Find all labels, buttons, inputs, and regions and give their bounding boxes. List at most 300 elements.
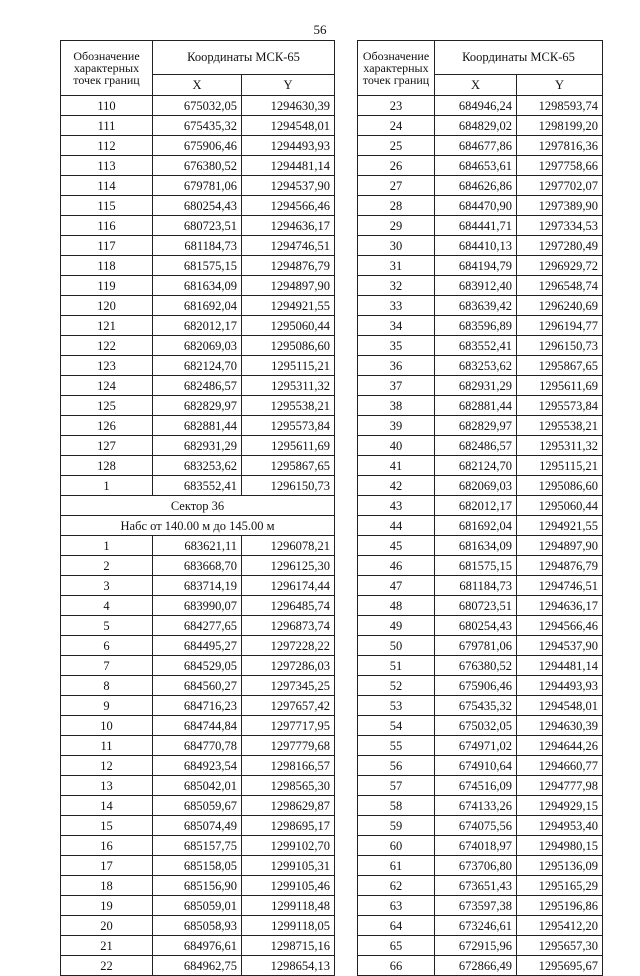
x-cell: 685158,05 bbox=[153, 856, 242, 876]
y-cell: 1294636,17 bbox=[242, 216, 335, 236]
y-cell: 1294537,90 bbox=[242, 176, 335, 196]
table-row bbox=[358, 196, 603, 216]
y-cell: 1298166,57 bbox=[242, 756, 335, 776]
y-column-header: Y bbox=[242, 74, 335, 95]
table-row bbox=[358, 556, 603, 576]
x-cell: 674910,64 bbox=[435, 756, 517, 776]
y-cell: 1294876,79 bbox=[517, 556, 603, 576]
point-cell: 57 bbox=[358, 776, 435, 796]
x-cell: 675906,46 bbox=[153, 136, 242, 156]
table-row bbox=[61, 776, 335, 796]
point-cell: 45 bbox=[358, 536, 435, 556]
x-cell: 680723,51 bbox=[153, 216, 242, 236]
y-cell: 1299118,05 bbox=[242, 916, 335, 936]
point-cell: 21 bbox=[61, 936, 153, 956]
table-row bbox=[358, 756, 603, 776]
table-row bbox=[358, 136, 603, 156]
x-cell: 682881,44 bbox=[435, 396, 517, 416]
y-cell: 1297657,42 bbox=[242, 696, 335, 716]
table-row bbox=[61, 896, 335, 916]
x-cell: 681184,73 bbox=[435, 576, 517, 596]
x-cell: 673706,80 bbox=[435, 856, 517, 876]
table-row bbox=[61, 556, 335, 576]
table-row bbox=[358, 96, 603, 116]
x-cell: 682931,29 bbox=[435, 376, 517, 396]
point-cell: 115 bbox=[61, 196, 153, 216]
x-cell: 672866,49 bbox=[435, 956, 517, 976]
x-cell: 681634,09 bbox=[153, 276, 242, 296]
x-cell: 682012,17 bbox=[153, 316, 242, 336]
table-row bbox=[61, 696, 335, 716]
point-cell: 111 bbox=[61, 116, 153, 136]
y-cell: 1294746,51 bbox=[517, 576, 603, 596]
y-cell: 1298593,74 bbox=[517, 96, 603, 116]
point-cell: 47 bbox=[358, 576, 435, 596]
point-cell: 9 bbox=[61, 696, 153, 716]
x-cell: 679781,06 bbox=[435, 636, 517, 656]
y-cell: 1295695,67 bbox=[517, 956, 603, 976]
y-cell: 1295611,69 bbox=[242, 436, 335, 456]
sector-subtitle: Набс от 140.00 м до 145.00 м bbox=[61, 516, 335, 536]
table-row bbox=[358, 636, 603, 656]
y-cell: 1297816,36 bbox=[517, 136, 603, 156]
point-cell: 112 bbox=[61, 136, 153, 156]
point-cell: 20 bbox=[61, 916, 153, 936]
x-cell: 684470,90 bbox=[435, 196, 517, 216]
point-cell: 117 bbox=[61, 236, 153, 256]
y-cell: 1294929,15 bbox=[517, 796, 603, 816]
x-cell: 682012,17 bbox=[435, 496, 517, 516]
table-row bbox=[358, 336, 603, 356]
y-cell: 1294953,40 bbox=[517, 816, 603, 836]
x-cell: 684560,27 bbox=[153, 676, 242, 696]
point-cell: 31 bbox=[358, 256, 435, 276]
point-cell: 12 bbox=[61, 756, 153, 776]
x-cell: 684770,78 bbox=[153, 736, 242, 756]
y-cell: 1295196,86 bbox=[517, 896, 603, 916]
x-cell: 684626,86 bbox=[435, 176, 517, 196]
x-cell: 682829,97 bbox=[435, 416, 517, 436]
y-cell: 1294548,01 bbox=[517, 696, 603, 716]
x-cell: 676380,52 bbox=[153, 156, 242, 176]
point-cell: 122 bbox=[61, 336, 153, 356]
y-cell: 1295611,69 bbox=[517, 376, 603, 396]
point-cell: 43 bbox=[358, 496, 435, 516]
x-cell: 683990,07 bbox=[153, 596, 242, 616]
coordinates-header: Координаты МСК-65 bbox=[153, 41, 335, 75]
x-cell: 682829,97 bbox=[153, 396, 242, 416]
table-row bbox=[61, 856, 335, 876]
point-cell: 28 bbox=[358, 196, 435, 216]
point-cell: 27 bbox=[358, 176, 435, 196]
point-cell: 39 bbox=[358, 416, 435, 436]
x-cell: 684829,02 bbox=[435, 116, 517, 136]
point-cell: 44 bbox=[358, 516, 435, 536]
y-cell: 1297286,03 bbox=[242, 656, 335, 676]
table-row bbox=[61, 176, 335, 196]
x-cell: 683714,19 bbox=[153, 576, 242, 596]
x-cell: 685157,75 bbox=[153, 836, 242, 856]
y-cell: 1294660,77 bbox=[517, 756, 603, 776]
x-column-header: X bbox=[435, 74, 517, 95]
table-row bbox=[61, 116, 335, 136]
y-cell: 1298695,17 bbox=[242, 816, 335, 836]
point-cell: 1 bbox=[61, 536, 153, 556]
y-cell: 1296929,72 bbox=[517, 256, 603, 276]
point-cell: 110 bbox=[61, 96, 153, 116]
y-cell: 1297702,07 bbox=[517, 176, 603, 196]
table-row bbox=[61, 136, 335, 156]
table-row bbox=[61, 96, 335, 116]
y-cell: 1295311,32 bbox=[517, 436, 603, 456]
x-cell: 682486,57 bbox=[153, 376, 242, 396]
x-cell: 684410,13 bbox=[435, 236, 517, 256]
y-cell: 1296548,74 bbox=[517, 276, 603, 296]
sector-title-row bbox=[61, 496, 335, 516]
y-cell: 1295115,21 bbox=[517, 456, 603, 476]
point-cell: 37 bbox=[358, 376, 435, 396]
point-cell: 114 bbox=[61, 176, 153, 196]
y-cell: 1294777,98 bbox=[517, 776, 603, 796]
table-row bbox=[358, 416, 603, 436]
point-cell: 13 bbox=[61, 776, 153, 796]
table-row bbox=[61, 816, 335, 836]
y-cell: 1295573,84 bbox=[242, 416, 335, 436]
x-cell: 684744,84 bbox=[153, 716, 242, 736]
table-row bbox=[61, 336, 335, 356]
y-cell: 1296873,74 bbox=[242, 616, 335, 636]
point-cell: 34 bbox=[358, 316, 435, 336]
y-cell: 1294548,01 bbox=[242, 116, 335, 136]
table-row bbox=[358, 316, 603, 336]
y-cell: 1294897,90 bbox=[242, 276, 335, 296]
point-cell: 58 bbox=[358, 796, 435, 816]
table-row bbox=[61, 356, 335, 376]
y-cell: 1294630,39 bbox=[517, 716, 603, 736]
point-cell: 1 bbox=[61, 476, 153, 496]
y-cell: 1295311,32 bbox=[242, 376, 335, 396]
y-cell: 1295086,60 bbox=[517, 476, 603, 496]
x-cell: 682881,44 bbox=[153, 416, 242, 436]
point-cell: 48 bbox=[358, 596, 435, 616]
x-cell: 685042,01 bbox=[153, 776, 242, 796]
x-cell: 683253,62 bbox=[153, 456, 242, 476]
point-cell: 32 bbox=[358, 276, 435, 296]
table-row bbox=[358, 676, 603, 696]
y-cell: 1297717,95 bbox=[242, 716, 335, 736]
y-cell: 1295086,60 bbox=[242, 336, 335, 356]
x-cell: 676380,52 bbox=[435, 656, 517, 676]
table-row bbox=[61, 956, 335, 976]
table-row bbox=[358, 736, 603, 756]
point-cell: 42 bbox=[358, 476, 435, 496]
y-cell: 1294493,93 bbox=[517, 676, 603, 696]
point-cell: 10 bbox=[61, 716, 153, 736]
table-row bbox=[358, 576, 603, 596]
table-row bbox=[61, 396, 335, 416]
point-cell: 23 bbox=[358, 96, 435, 116]
point-cell: 38 bbox=[358, 396, 435, 416]
table-row bbox=[61, 876, 335, 896]
point-cell: 120 bbox=[61, 296, 153, 316]
point-cell: 24 bbox=[358, 116, 435, 136]
y-cell: 1295412,20 bbox=[517, 916, 603, 936]
x-cell: 685059,01 bbox=[153, 896, 242, 916]
x-cell: 684677,86 bbox=[435, 136, 517, 156]
point-cell: 33 bbox=[358, 296, 435, 316]
table-row bbox=[358, 656, 603, 676]
table-row bbox=[61, 756, 335, 776]
table-row bbox=[358, 796, 603, 816]
point-cell: 59 bbox=[358, 816, 435, 836]
x-cell: 684495,27 bbox=[153, 636, 242, 656]
x-cell: 685059,67 bbox=[153, 796, 242, 816]
coordinates-table-left bbox=[60, 40, 335, 976]
x-cell: 684441,71 bbox=[435, 216, 517, 236]
table-row bbox=[61, 316, 335, 336]
x-cell: 683552,41 bbox=[153, 476, 242, 496]
point-cell: 11 bbox=[61, 736, 153, 756]
y-cell: 1296125,30 bbox=[242, 556, 335, 576]
table-row bbox=[61, 276, 335, 296]
y-cell: 1296150,73 bbox=[517, 336, 603, 356]
x-cell: 683668,70 bbox=[153, 556, 242, 576]
point-cell: 4 bbox=[61, 596, 153, 616]
x-cell: 673651,43 bbox=[435, 876, 517, 896]
table-row bbox=[61, 796, 335, 816]
table-row bbox=[358, 296, 603, 316]
x-cell: 684277,65 bbox=[153, 616, 242, 636]
x-cell: 674971,02 bbox=[435, 736, 517, 756]
y-cell: 1294493,93 bbox=[242, 136, 335, 156]
y-cell: 1295867,65 bbox=[517, 356, 603, 376]
point-cell: 62 bbox=[358, 876, 435, 896]
x-cell: 684653,61 bbox=[435, 156, 517, 176]
x-cell: 682069,03 bbox=[153, 336, 242, 356]
x-cell: 682931,29 bbox=[153, 436, 242, 456]
point-column-header: Обозначение характерных точек границ bbox=[61, 41, 153, 96]
table-row bbox=[61, 576, 335, 596]
point-cell: 61 bbox=[358, 856, 435, 876]
y-cell: 1295060,44 bbox=[242, 316, 335, 336]
table-row bbox=[61, 476, 335, 496]
table-row bbox=[358, 396, 603, 416]
y-cell: 1294537,90 bbox=[517, 636, 603, 656]
x-cell: 675032,05 bbox=[435, 716, 517, 736]
x-cell: 681184,73 bbox=[153, 236, 242, 256]
table-row bbox=[358, 276, 603, 296]
point-cell: 63 bbox=[358, 896, 435, 916]
x-cell: 680723,51 bbox=[435, 596, 517, 616]
table-row bbox=[358, 516, 603, 536]
table-row bbox=[61, 936, 335, 956]
x-cell: 684946,24 bbox=[435, 96, 517, 116]
point-cell: 121 bbox=[61, 316, 153, 336]
y-cell: 1294921,55 bbox=[242, 296, 335, 316]
x-cell: 684962,75 bbox=[153, 956, 242, 976]
y-cell: 1294481,14 bbox=[517, 656, 603, 676]
point-cell: 25 bbox=[358, 136, 435, 156]
x-cell: 683912,40 bbox=[435, 276, 517, 296]
x-cell: 681634,09 bbox=[435, 536, 517, 556]
y-cell: 1294980,15 bbox=[517, 836, 603, 856]
table-row bbox=[61, 436, 335, 456]
point-cell: 119 bbox=[61, 276, 153, 296]
point-column-header: Обозначение характерных точек границ bbox=[358, 41, 435, 96]
x-column-header: X bbox=[153, 74, 242, 95]
table-row bbox=[358, 256, 603, 276]
y-cell: 1298715,16 bbox=[242, 936, 335, 956]
y-cell: 1294921,55 bbox=[517, 516, 603, 536]
x-cell: 674075,56 bbox=[435, 816, 517, 836]
point-cell: 7 bbox=[61, 656, 153, 676]
x-cell: 680254,43 bbox=[435, 616, 517, 636]
point-cell: 54 bbox=[358, 716, 435, 736]
y-cell: 1299105,31 bbox=[242, 856, 335, 876]
y-cell: 1299118,48 bbox=[242, 896, 335, 916]
table-row bbox=[61, 636, 335, 656]
point-cell: 18 bbox=[61, 876, 153, 896]
y-cell: 1294636,17 bbox=[517, 596, 603, 616]
y-cell: 1295867,65 bbox=[242, 456, 335, 476]
x-cell: 682486,57 bbox=[435, 436, 517, 456]
table-row bbox=[61, 196, 335, 216]
table-row bbox=[358, 536, 603, 556]
point-cell: 16 bbox=[61, 836, 153, 856]
point-cell: 36 bbox=[358, 356, 435, 376]
y-cell: 1298629,87 bbox=[242, 796, 335, 816]
point-cell: 49 bbox=[358, 616, 435, 636]
point-cell: 53 bbox=[358, 696, 435, 716]
point-cell: 5 bbox=[61, 616, 153, 636]
x-cell: 674133,26 bbox=[435, 796, 517, 816]
x-cell: 684194,79 bbox=[435, 256, 517, 276]
y-cell: 1294897,90 bbox=[517, 536, 603, 556]
point-cell: 17 bbox=[61, 856, 153, 876]
point-cell: 41 bbox=[358, 456, 435, 476]
y-cell: 1295165,29 bbox=[517, 876, 603, 896]
table-row bbox=[358, 216, 603, 236]
x-cell: 679781,06 bbox=[153, 176, 242, 196]
point-cell: 66 bbox=[358, 956, 435, 976]
table-row bbox=[358, 376, 603, 396]
y-cell: 1298199,20 bbox=[517, 116, 603, 136]
y-cell: 1294644,26 bbox=[517, 736, 603, 756]
table-row bbox=[61, 836, 335, 856]
table-row bbox=[61, 456, 335, 476]
y-cell: 1296174,44 bbox=[242, 576, 335, 596]
table-row bbox=[358, 936, 603, 956]
x-cell: 685156,90 bbox=[153, 876, 242, 896]
y-cell: 1297228,22 bbox=[242, 636, 335, 656]
point-cell: 50 bbox=[358, 636, 435, 656]
table-row bbox=[358, 816, 603, 836]
table-row bbox=[358, 156, 603, 176]
point-cell: 6 bbox=[61, 636, 153, 656]
point-cell: 55 bbox=[358, 736, 435, 756]
point-cell: 52 bbox=[358, 676, 435, 696]
coordinates-header: Координаты МСК-65 bbox=[435, 41, 603, 75]
table-row bbox=[358, 116, 603, 136]
x-cell: 684976,61 bbox=[153, 936, 242, 956]
x-cell: 680254,43 bbox=[153, 196, 242, 216]
y-cell: 1295538,21 bbox=[242, 396, 335, 416]
x-cell: 675906,46 bbox=[435, 676, 517, 696]
y-cell: 1297334,53 bbox=[517, 216, 603, 236]
x-cell: 674516,09 bbox=[435, 776, 517, 796]
y-cell: 1298565,30 bbox=[242, 776, 335, 796]
table-row bbox=[358, 616, 603, 636]
x-cell: 681575,15 bbox=[435, 556, 517, 576]
point-cell: 14 bbox=[61, 796, 153, 816]
point-cell: 46 bbox=[358, 556, 435, 576]
x-cell: 683596,89 bbox=[435, 316, 517, 336]
y-cell: 1297280,49 bbox=[517, 236, 603, 256]
point-cell: 2 bbox=[61, 556, 153, 576]
table-row bbox=[358, 776, 603, 796]
table-row bbox=[358, 436, 603, 456]
y-cell: 1294566,46 bbox=[517, 616, 603, 636]
y-cell: 1295538,21 bbox=[517, 416, 603, 436]
y-cell: 1296240,69 bbox=[517, 296, 603, 316]
y-cell: 1295657,30 bbox=[517, 936, 603, 956]
y-cell: 1297389,90 bbox=[517, 196, 603, 216]
y-cell: 1297779,68 bbox=[242, 736, 335, 756]
y-cell: 1296194,77 bbox=[517, 316, 603, 336]
table-row bbox=[61, 716, 335, 736]
table-row bbox=[61, 596, 335, 616]
point-cell: 51 bbox=[358, 656, 435, 676]
table-row bbox=[61, 156, 335, 176]
table-row bbox=[358, 856, 603, 876]
table-row bbox=[61, 656, 335, 676]
coordinates-table-right bbox=[357, 40, 603, 976]
table-row bbox=[358, 236, 603, 256]
point-cell: 118 bbox=[61, 256, 153, 276]
table-row bbox=[61, 256, 335, 276]
point-cell: 8 bbox=[61, 676, 153, 696]
y-column-header: Y bbox=[517, 74, 603, 95]
y-cell: 1297758,66 bbox=[517, 156, 603, 176]
y-cell: 1294566,46 bbox=[242, 196, 335, 216]
y-cell: 1299102,70 bbox=[242, 836, 335, 856]
x-cell: 683552,41 bbox=[435, 336, 517, 356]
x-cell: 684923,54 bbox=[153, 756, 242, 776]
point-cell: 19 bbox=[61, 896, 153, 916]
y-cell: 1299105,46 bbox=[242, 876, 335, 896]
table-row bbox=[61, 236, 335, 256]
point-cell: 127 bbox=[61, 436, 153, 456]
table-row bbox=[61, 416, 335, 436]
table-row bbox=[61, 676, 335, 696]
x-cell: 673246,61 bbox=[435, 916, 517, 936]
table-row bbox=[61, 536, 335, 556]
table-row bbox=[358, 176, 603, 196]
point-cell: 29 bbox=[358, 216, 435, 236]
x-cell: 673597,38 bbox=[435, 896, 517, 916]
point-cell: 125 bbox=[61, 396, 153, 416]
x-cell: 675032,05 bbox=[153, 96, 242, 116]
table-row bbox=[358, 496, 603, 516]
point-cell: 26 bbox=[358, 156, 435, 176]
sector-subtitle-row bbox=[61, 516, 335, 536]
point-cell: 128 bbox=[61, 456, 153, 476]
point-cell: 3 bbox=[61, 576, 153, 596]
point-cell: 126 bbox=[61, 416, 153, 436]
point-cell: 15 bbox=[61, 816, 153, 836]
table-row bbox=[358, 476, 603, 496]
y-cell: 1295136,09 bbox=[517, 856, 603, 876]
